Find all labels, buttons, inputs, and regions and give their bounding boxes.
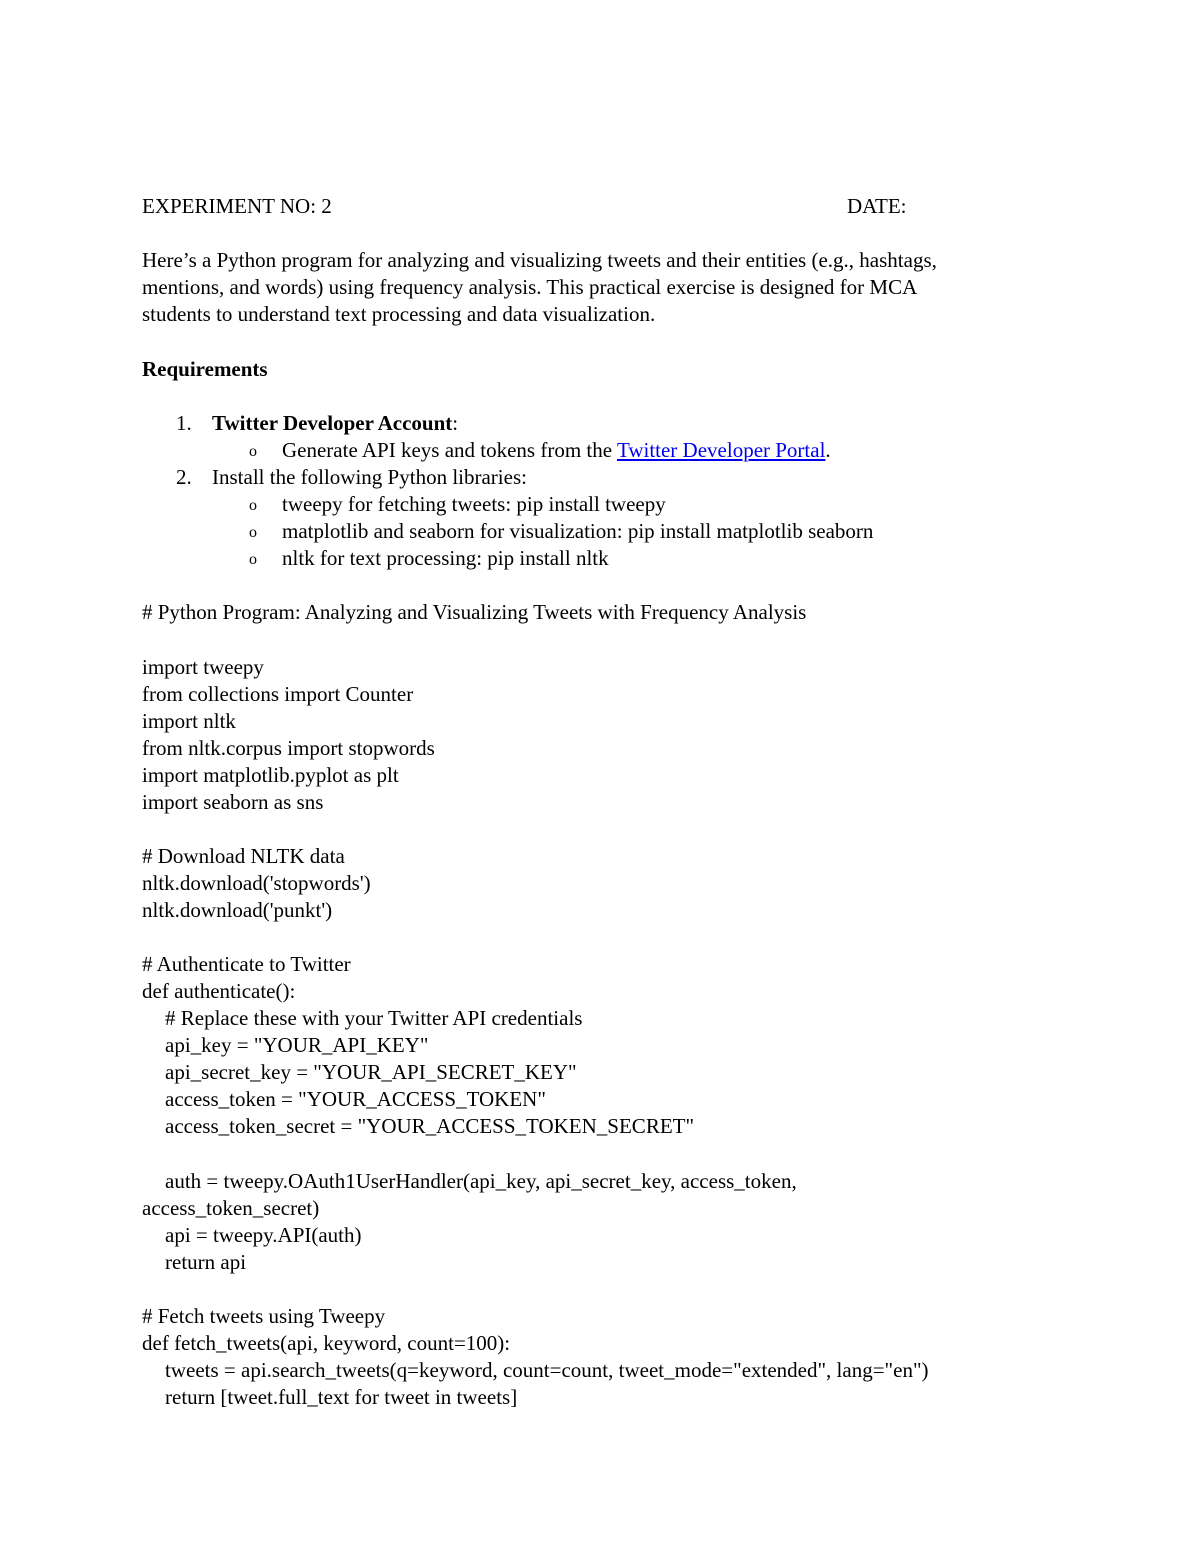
subitem-period: . [825,438,831,462]
code-line: api_secret_key = "YOUR_API_SECRET_KEY" [165,1060,577,1084]
code-line: def authenticate(): [142,979,296,1003]
intro-line: Here’s a Python program for analyzing and visualizing tweets and their entities (e.g., hashtags, [142,248,937,272]
intro-line: mentions, and words) using frequency analysis. This practical exercise is designed for MCA [142,275,918,299]
library-item: tweepy for fetching tweets: pip install tweepy [282,492,666,516]
experiment-number: EXPERIMENT NO: 2 [142,194,332,218]
intro-line: students to understand text processing and data visualization. [142,302,656,326]
bullet-icon: o [249,497,257,514]
code-line: import seaborn as sns [142,790,324,814]
bullet-icon: o [249,524,257,541]
code-line: import nltk [142,709,236,733]
code-line: access_token_secret) [142,1196,320,1220]
code-line: tweets = api.search_tweets(q=keyword, count=count, tweet_mode="extended", lang="en") [165,1358,929,1382]
code-line: nltk.download('stopwords') [142,871,371,895]
requirement-colon: : [452,411,459,435]
requirements-heading: Requirements [142,357,268,381]
subitem-text: Generate API keys and tokens from the [282,438,617,462]
library-item: matplotlib and seaborn for visualization: pip install matplotlib seaborn [282,519,874,543]
bullet-icon: o [249,443,257,460]
list-number: 2. [176,465,192,489]
list-number: 1. [176,411,192,435]
date-label: DATE: [847,194,907,218]
code-line: api = tweepy.API(auth) [165,1223,362,1247]
code-comment: # Replace these with your Twitter API credentials [165,1006,583,1030]
code-line: return [tweet.full_text for tweet in tweets] [165,1385,518,1409]
code-line: import matplotlib.pyplot as plt [142,763,399,787]
code-line: nltk.download('punkt') [142,898,333,922]
code-line: from collections import Counter [142,682,414,706]
library-item: nltk for text processing: pip install nltk [282,546,609,570]
code-line: access_token = "YOUR_ACCESS_TOKEN" [165,1087,546,1111]
code-comment: # Authenticate to Twitter [142,952,351,976]
requirement-title: Twitter Developer Account [212,411,453,435]
code-line: from nltk.corpus import stopwords [142,736,435,760]
requirement-subitem [282,437,831,464]
program-title: # Python Program: Analyzing and Visualizing Tweets with Frequency Analysis [142,600,807,624]
code-line: return api [165,1250,247,1274]
code-line: def fetch_tweets(api, keyword, count=100): [142,1331,511,1355]
code-comment: # Download NLTK data [142,844,345,868]
requirement-item-libraries: Install the following Python libraries: [212,465,527,489]
code-line: auth = tweepy.OAuth1UserHandler(api_key, api_secret_key, access_token, [165,1169,797,1193]
code-line: access_token_secret = "YOUR_ACCESS_TOKEN_SECRET" [165,1114,695,1138]
code-line: api_key = "YOUR_API_KEY" [165,1033,429,1057]
twitter-developer-portal-link[interactable]: Twitter Developer Portal [616,438,826,462]
code-comment: # Fetch tweets using Tweepy [142,1304,386,1328]
code-line: import tweepy [142,655,264,679]
requirement-item-twitter-account [212,410,458,437]
bullet-icon: o [249,551,257,568]
